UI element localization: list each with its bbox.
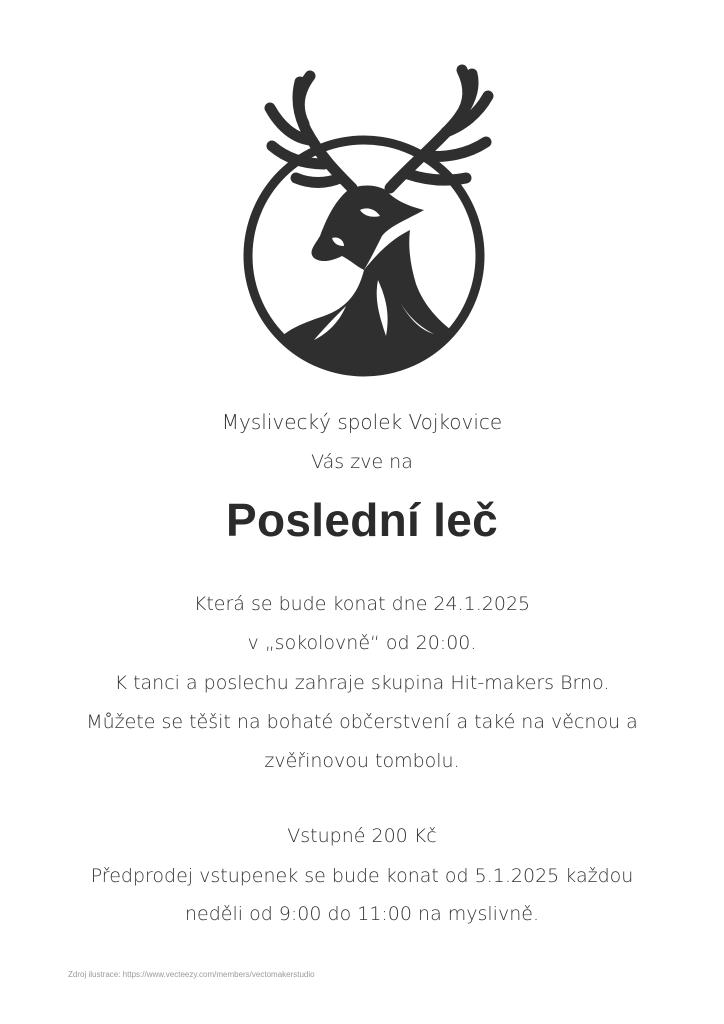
detail-line: v „sokolovně“ od 20:00. bbox=[247, 632, 477, 654]
presale-line: neděli od 9:00 do 11:00 na myslivně. bbox=[185, 903, 539, 925]
detail-line: Která se bude konat dne 24.1.2025 bbox=[193, 593, 531, 615]
event-title: Poslední leč bbox=[225, 494, 499, 546]
organization-name: Myslivecký spolek Vojkovice bbox=[221, 410, 503, 434]
detail-line: K tanci a poslechu zahraje skupina Hit-makers Brno. bbox=[114, 672, 610, 694]
detail-line: zvěřinovou tombolu. bbox=[264, 750, 460, 772]
detail-line: Můžete se těšit na bohaté občerstvení a také na věcnou a bbox=[86, 711, 638, 733]
illustration-credit: Zdroj ilustrace: https://www.vecteezy.com/members/vectomakerstudio bbox=[68, 970, 315, 979]
presale-line: Předprodej vstupenek se bude konat od 5.1.2025 každou bbox=[90, 865, 634, 887]
deer-head-icon bbox=[240, 60, 512, 380]
ticket-price: Vstupné 200 Kč bbox=[287, 825, 437, 847]
invite-line: Vás zve na bbox=[311, 451, 413, 473]
